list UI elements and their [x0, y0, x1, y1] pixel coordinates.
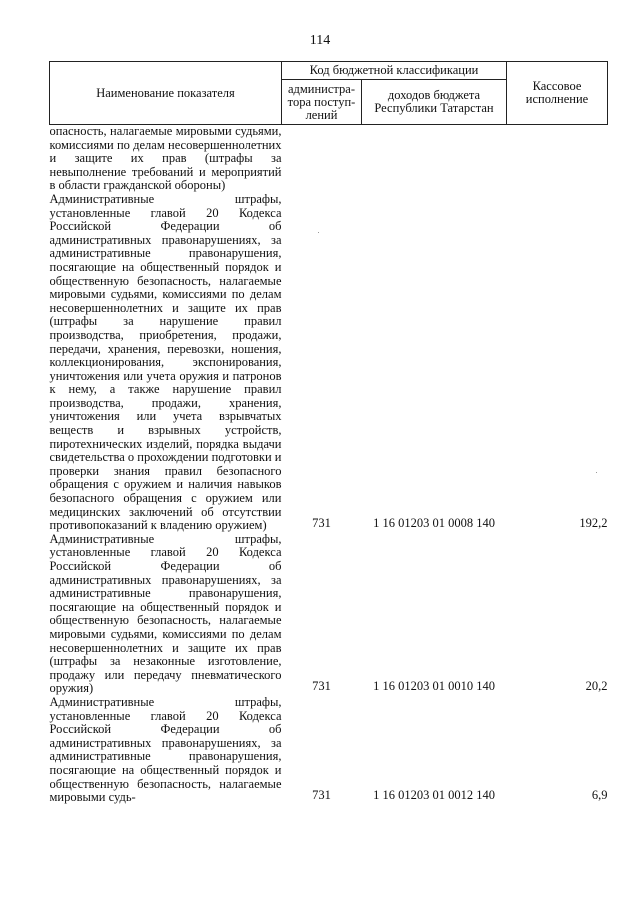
budget-table [49, 61, 608, 805]
header-exec: Кассовое исполнение [507, 62, 608, 125]
table-row [50, 193, 608, 533]
header-name: Наименование показателя [50, 62, 282, 125]
page-number: 114 [309, 33, 331, 48]
row-amount: 192,2 [579, 516, 608, 531]
row-code: 1 16 01203 01 0008 140 [373, 516, 495, 531]
table-row [50, 533, 608, 696]
row-admin: 731 [312, 788, 331, 803]
table-body [50, 125, 608, 805]
header-revenue: доходов бюджета Республики Татарстан [362, 80, 507, 125]
row-amount [507, 125, 608, 193]
header-admin: администра-тора поступ-лений [282, 80, 362, 125]
row-admin: 731 [312, 516, 331, 531]
row-name: Административные штрафы, установленные главой 20 Кодекса Российской Федерации об административных правонарушениях, за административные правонарушения, посягающие на общественный порядок и общественную безопасность, налагаемые мировыми судьями, комиссиями по делам несовершеннолетних и защите их прав (штрафы за незаконные изготовление, продажу или передачу пневматического оружия) [49, 531, 282, 696]
row-name: опасность, налагаемые мировыми судьями, комиссиями по делам несовершеннолетних и защите их прав (штрафы за невыполнение требований и мероприятий в области гражданской обороны) [49, 124, 282, 193]
row-name: Административные штрафы, установленные главой 20 Кодекса Российской Федерации об административных правонарушениях, за административные правонарушения, посягающие на общественный порядок и общественную безопасность, налагаемые мировыми судь- [49, 694, 282, 805]
row-amount: 20,2 [585, 679, 608, 694]
row-code: 1 16 01203 01 0012 140 [373, 788, 495, 803]
table-row [50, 125, 608, 193]
scan-speck [318, 232, 319, 233]
row-admin [282, 125, 362, 193]
row-code: 1 16 01203 01 0010 140 [373, 679, 495, 694]
table-header [50, 62, 608, 125]
row-name: Административные штрафы, установленные главой 20 Кодекса Российской Федерации об административных правонарушениях, за административные правонарушения, посягающие на общественный порядок и общественную безопасность, налагаемые мировыми судьями, комиссиями по делам несовершеннолетних и защите их прав (штрафы за нарушение правил производства, приобретения, продажи, передачи, хранения, перевозки, ношения, коллекционирования, экспонирования, уничтожения или учета оружия и патронов к нему, а также нарушение правил производства, продажи, хранения, уничтожения или учета взрывчатых веществ и взрывных устройств, пиротехнических изделий, порядка выдачи свидетельства о прохождении подготовки и проверки знания правил безопасного обращения с оружием и наличия навыков безопасного обращения с оружием или медицинских заключений об отсутствии противопоказаний к владению оружием) [49, 191, 282, 533]
scan-speck [596, 472, 597, 473]
row-code [362, 125, 507, 193]
table-row [50, 696, 608, 805]
row-admin: 731 [312, 679, 331, 694]
row-amount: 6,9 [591, 788, 608, 803]
header-code-group: Код бюджетной классификации [282, 62, 507, 80]
